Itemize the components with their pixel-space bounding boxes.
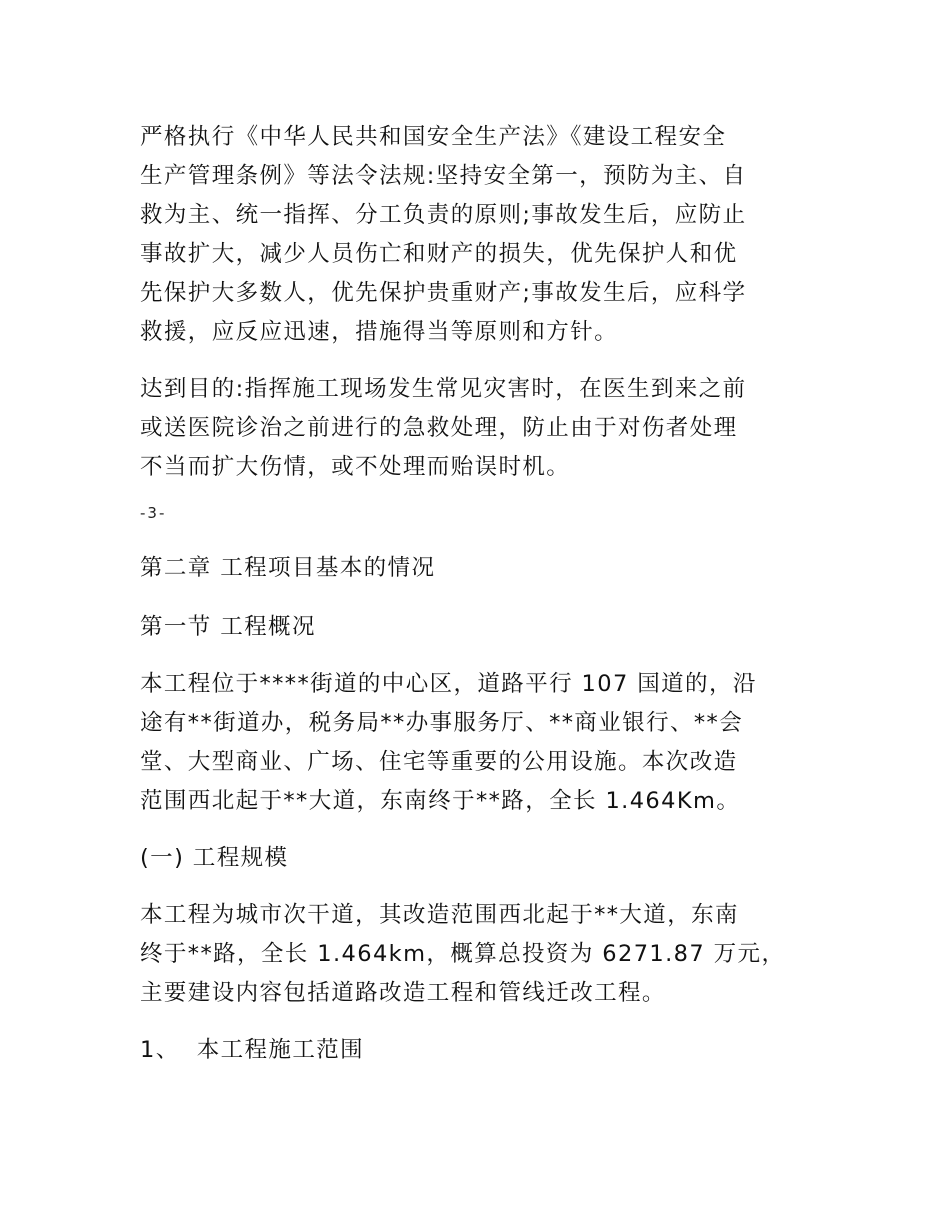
text-line: 或送医院诊治之前进行的急救处理，防止由于对伤者处理 (140, 415, 738, 441)
text-line: 范围西北起于**大道，东南终于**路，全长 1.464Km。 (140, 788, 741, 814)
list-item-scope: 1、 本工程施工范围 (140, 1037, 365, 1063)
text-line: 本工程为城市次干道，其改造范围西北起于**大道，东南 (140, 902, 739, 928)
section-title: 第一节 工程概况 (140, 614, 316, 640)
paragraph-overview (140, 665, 830, 821)
paragraph-scale (140, 896, 830, 1013)
chapter-title: 第二章 工程项目基本的情况 (140, 555, 436, 581)
page-number: -3- (140, 504, 167, 522)
text-line: 本工程位于****街道的中心区，道路平行 107 国道的，沿 (140, 671, 757, 697)
text-line: 先保护大多数人，优先保护贵重财产;事故发生后，应科学 (140, 280, 747, 306)
paragraph-goal (140, 370, 830, 487)
text-line: 终于**路，全长 1.464km，概算总投资为 6271.87 万元， (140, 941, 786, 967)
text-line: 救为主、统一指挥、分工负责的原则;事故发生后，应防止 (140, 202, 747, 228)
text-line: 达到目的:指挥施工现场发生常见灾害时，在医生到来之前 (140, 376, 747, 402)
text-line: 堂、大型商业、广场、住宅等重要的公用设施。本次改造 (140, 749, 738, 775)
text-line: 严格执行《中华人民共和国安全生产法》《建设工程安全 (140, 124, 727, 150)
text-line: 生产管理条例》等法令法规:坚持安全第一，预防为主、自 (140, 163, 747, 189)
subsection-title: (一) 工程规模 (140, 845, 289, 871)
text-line: 不当而扩大伤情，或不处理而贻误时机。 (140, 454, 571, 480)
text-line: 事故扩大，减少人员伤亡和财产的损失，优先保护人和优 (140, 241, 738, 267)
paragraph-principles (140, 118, 830, 352)
text-line: 途有**街道办，税务局**办事服务厅、**商业银行、**会 (140, 710, 744, 736)
text-line: 救援，应反应迅速，措施得当等原则和方针。 (140, 319, 619, 345)
text-line: 主要建设内容包括道路改造工程和管线迁改工程。 (140, 980, 666, 1006)
